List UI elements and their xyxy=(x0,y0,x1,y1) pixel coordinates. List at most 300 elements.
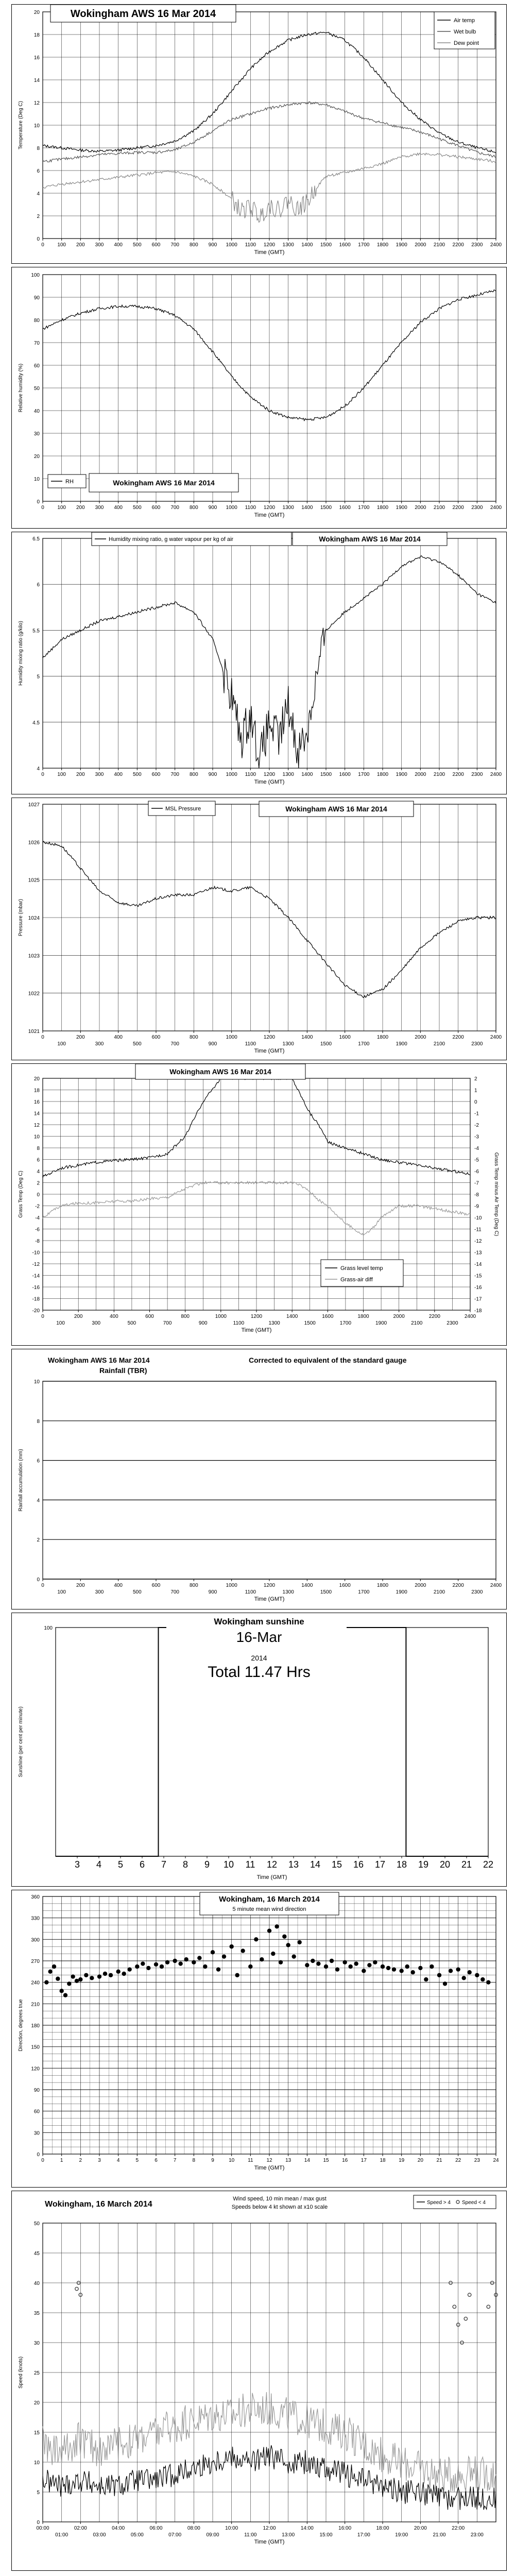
x-tick-label-minor: 19:00 xyxy=(395,2532,408,2538)
y-ticks xyxy=(44,1625,53,1631)
x-axis-label: Time (GMT) xyxy=(254,779,285,785)
x-tick-label-minor: 13:00 xyxy=(282,2532,295,2538)
wind-direction-point xyxy=(271,1952,275,1956)
y-ticks xyxy=(34,1379,40,1583)
y-tick-label: -18 xyxy=(32,1296,40,1302)
x-tick-label-minor: 1300 xyxy=(282,1589,294,1595)
grid xyxy=(43,12,496,239)
legend-item: Grass-air diff xyxy=(340,1277,373,1283)
wind-direction-point xyxy=(475,1973,479,1977)
low-speed-point xyxy=(75,2287,78,2290)
wind-direction-point xyxy=(59,1989,63,1993)
x-tick-label-minor: 03:00 xyxy=(93,2532,106,2538)
x-tick-label-minor: 900 xyxy=(208,1041,217,1047)
x-tick-label-minor: 2100 xyxy=(433,1041,445,1047)
x-axis-label: Time (GMT) xyxy=(254,512,285,518)
legend-item: RH xyxy=(65,479,74,485)
x-tick-label: 200 xyxy=(76,772,85,777)
y-tick-label: 6 xyxy=(37,1458,40,1464)
x-tick-label: 1800 xyxy=(376,772,389,777)
x-tick-label: 1600 xyxy=(339,1583,351,1588)
y-tick-label: 16 xyxy=(33,55,40,61)
x-tick-label: 6 xyxy=(154,2158,158,2163)
wind-direction-point xyxy=(291,1954,296,1958)
x-tick-label-minor: 1700 xyxy=(339,1320,352,1326)
legend xyxy=(48,474,86,488)
low-speed-point xyxy=(464,2317,467,2320)
wind-direction-point xyxy=(342,1960,347,1964)
x-tick-label: 8 xyxy=(192,2158,196,2163)
wind-direction-point xyxy=(335,1967,339,1971)
x-tick-label: 2400 xyxy=(490,242,502,248)
y2-tick-label: -5 xyxy=(474,1157,479,1163)
wind-direction-point xyxy=(63,1993,67,1997)
wind-direction-point xyxy=(216,1967,220,1971)
x-tick-label-minor: 01:00 xyxy=(55,2532,68,2538)
x-tick-label: 1000 xyxy=(226,505,237,511)
y-tick-label: 0 xyxy=(37,499,40,505)
x-tick-label-minor: 1900 xyxy=(396,1589,407,1595)
x-ticks xyxy=(41,501,502,511)
y2-tick-label: 0 xyxy=(474,1099,477,1105)
x-tick-label: 1800 xyxy=(376,1035,389,1040)
chart-title-box xyxy=(50,5,236,22)
x-tick-label: 18 xyxy=(380,2158,386,2163)
wind-direction-point xyxy=(311,1959,315,1963)
wind-direction-point xyxy=(381,1964,385,1969)
y2-tick-label: -6 xyxy=(474,1169,479,1175)
chart-title-box xyxy=(135,1064,305,1079)
y-tick-label: 30 xyxy=(33,2130,40,2137)
x-tick-label: 14 xyxy=(304,2158,310,2163)
y-axis-label: Sunshine (per cent per minute) xyxy=(18,1706,24,1777)
legend-item: Dew point xyxy=(454,40,479,46)
x-tick-label: 200 xyxy=(76,242,85,248)
y-tick-label: 18 xyxy=(33,1088,40,1094)
x-tick-label: 6 xyxy=(139,1859,145,1870)
x-tick-label-minor: 2300 xyxy=(471,1041,483,1047)
x-tick-label: 15 xyxy=(323,2158,329,2163)
x-tick-label: 1700 xyxy=(358,772,370,777)
x-tick-label: 21 xyxy=(436,2158,442,2163)
wind-direction-point xyxy=(241,1948,245,1953)
y-tick-label: 12 xyxy=(33,100,40,106)
chart-wind-direction xyxy=(11,1890,507,2188)
low-speed-point xyxy=(487,2305,490,2308)
x-tick-label: 600 xyxy=(151,505,161,511)
y-ticks xyxy=(34,2221,40,2526)
y2-tick-label: -16 xyxy=(474,1285,482,1291)
wind-direction-point xyxy=(480,1977,485,1981)
y-axis-label: Temperature (Deg C) xyxy=(18,101,24,149)
x-tick-label-minor: 500 xyxy=(132,1589,142,1595)
chart-pressure xyxy=(11,798,507,1060)
legend-item: Grass level temp xyxy=(340,1265,383,1272)
title-block xyxy=(166,1613,347,1681)
x-tick-label: 1500 xyxy=(320,505,332,511)
x-axis-label: Time (GMT) xyxy=(256,1874,287,1880)
x-tick-label: 400 xyxy=(114,772,123,777)
x-tick-label: 11 xyxy=(245,1859,255,1870)
x-tick-label: 2 xyxy=(79,2158,82,2163)
x-ticks xyxy=(41,1310,476,1326)
x-tick-label: 2200 xyxy=(452,242,464,248)
x-tick-label: 1200 xyxy=(263,1035,276,1040)
chart-relative-humidity xyxy=(11,267,507,529)
x-tick-label: 04:00 xyxy=(112,2526,125,2531)
x-tick-label-minor: 15:00 xyxy=(319,2532,333,2538)
chart-sunshine-svg xyxy=(12,1613,506,1886)
x-tick-label: 2100 xyxy=(433,242,445,248)
x-tick-label: 1500 xyxy=(320,242,332,248)
y2-tick-label: -14 xyxy=(474,1262,482,1267)
legend-item: Wet bulb xyxy=(454,29,476,35)
x-tick-label: 1600 xyxy=(339,1035,351,1040)
y2-tick-label: -9 xyxy=(474,1204,479,1210)
wind-direction-point xyxy=(178,1961,182,1965)
x-tick-label: 0 xyxy=(41,1035,44,1040)
y-tick-label: 14 xyxy=(33,1111,40,1117)
chart-title-box xyxy=(259,801,414,817)
wind-direction-point xyxy=(362,1969,366,1973)
y2-tick-label: -8 xyxy=(474,1192,479,1198)
wind-direction-point xyxy=(122,1972,126,1976)
wind-direction-point xyxy=(78,1977,82,1981)
x-tick-label: 2200 xyxy=(452,1583,464,1588)
y-tick-label: 10 xyxy=(33,1379,40,1385)
chart-note: Corrected to equivalent of the standard gauge xyxy=(249,1356,407,1364)
chart-rainfall-svg xyxy=(12,1349,506,1609)
wind-direction-point xyxy=(467,1970,471,1974)
x-tick-label-minor: 300 xyxy=(95,1589,104,1595)
x-axis-label: Time (GMT) xyxy=(241,1327,272,1333)
chart-mixing-ratio-svg xyxy=(12,532,506,794)
x-ticks xyxy=(75,1856,493,1870)
y-axis-label: Relative humidity (%) xyxy=(18,363,24,413)
y2-tick-label: -10 xyxy=(474,1215,482,1221)
x-tick-label: 1400 xyxy=(301,772,313,777)
x-tick-label-minor: 2300 xyxy=(447,1320,458,1326)
y-ticks xyxy=(31,273,40,505)
x-tick-label: 800 xyxy=(189,1035,198,1040)
y-tick-label: 1024 xyxy=(28,916,40,921)
wind-direction-point xyxy=(392,1967,396,1971)
x-tick-label: 2100 xyxy=(433,772,445,777)
x-tick-label-minor: 1700 xyxy=(358,1041,370,1047)
x-tick-label: 600 xyxy=(145,1314,154,1319)
y-tick-label: 1026 xyxy=(28,840,40,846)
y-tick-label: 6 xyxy=(37,1157,40,1163)
x-tick-label: 100 xyxy=(57,505,66,511)
wind-direction-point xyxy=(52,1964,56,1969)
x-tick-label: 13 xyxy=(288,1859,299,1870)
x-tick-label: 14 xyxy=(310,1859,321,1870)
x-tick-label: 9 xyxy=(211,2158,214,2163)
y2-tick-label: -3 xyxy=(474,1134,479,1140)
y-tick-label: 20 xyxy=(33,2400,40,2406)
x-tick-label-minor: 1300 xyxy=(282,1041,294,1047)
x-tick-label: 06:00 xyxy=(149,2526,163,2531)
chart-note: Speeds below 4 kt shown at x10 scale xyxy=(231,2204,328,2210)
wind-direction-point xyxy=(449,1969,453,1973)
x-tick-label: 20 xyxy=(439,1859,451,1870)
wind-direction-point xyxy=(154,1962,158,1967)
y2-tick-label: -15 xyxy=(474,1273,482,1279)
x-tick-label: 1400 xyxy=(301,1035,313,1040)
x-tick-label: 1100 xyxy=(245,505,256,511)
x-tick-label: 1300 xyxy=(282,242,294,248)
chart-title: Wokingham sunshine xyxy=(214,1617,304,1626)
chart-wind-direction-svg xyxy=(12,1890,506,2187)
x-tick-label-minor: 1100 xyxy=(233,1320,245,1326)
y-tick-label: 10 xyxy=(33,477,40,482)
y-tick-label: 6.5 xyxy=(32,536,40,542)
y-tick-label: 4 xyxy=(37,766,40,772)
series-line xyxy=(56,1628,488,1856)
y-tick-label: 20 xyxy=(33,454,40,460)
wind-direction-point xyxy=(254,1937,258,1941)
wind-direction-point xyxy=(44,1980,48,1984)
y2-tick-label: -1 xyxy=(474,1111,479,1117)
x-tick-label-minor: 2100 xyxy=(411,1320,423,1326)
legend xyxy=(148,801,215,816)
chart-title: Wokingham AWS 16 Mar 2014 xyxy=(169,1067,271,1076)
x-tick-label: 800 xyxy=(189,505,198,511)
y-ticks xyxy=(34,10,40,242)
y2-tick-label: -18 xyxy=(474,1308,482,1314)
x-tick-label: 4 xyxy=(116,2158,120,2163)
x-tick-label-minor: 1100 xyxy=(245,1041,256,1047)
chart-temperature-svg xyxy=(12,5,506,263)
x-tick-label: 100 xyxy=(57,242,66,248)
wind-direction-point xyxy=(71,1974,75,1978)
chart-subtitle: Rainfall (TBR) xyxy=(99,1366,147,1375)
x-tick-label: 400 xyxy=(114,1583,123,1588)
x-tick-label: 20:00 xyxy=(414,2526,427,2531)
x-tick-label: 21 xyxy=(461,1859,472,1870)
wind-direction-point xyxy=(424,1977,428,1981)
x-axis-label: Time (GMT) xyxy=(254,1048,285,1054)
x-tick-label: 1700 xyxy=(358,505,370,511)
wind-direction-point xyxy=(305,1963,309,1967)
y-tick-label: 0 xyxy=(37,236,40,242)
x-tick-label: 1200 xyxy=(263,772,276,777)
y-tick-label: 50 xyxy=(33,2221,40,2227)
x-tick-label-minor: 07:00 xyxy=(168,2532,182,2538)
chart-subtitle: 16-Mar xyxy=(236,1629,282,1645)
y-tick-label: 4.5 xyxy=(32,720,40,726)
y-tick-label: 10 xyxy=(33,2460,40,2466)
y-ticks xyxy=(32,536,40,772)
y-tick-label: 150 xyxy=(31,2044,40,2050)
y-tick-label: 5.5 xyxy=(32,628,40,634)
wind-direction-point xyxy=(486,1980,490,1984)
y-tick-label: -6 xyxy=(35,1227,40,1233)
x-tick-label-minor: 100 xyxy=(57,1041,66,1047)
y-tick-label: 6 xyxy=(37,168,40,174)
x-tick-label: 2100 xyxy=(433,505,445,511)
chart-temperature xyxy=(11,4,507,264)
x-axis-label: Time (GMT) xyxy=(254,2165,285,2171)
wind-direction-point xyxy=(67,1981,71,1986)
x-tick-label: 200 xyxy=(74,1314,83,1319)
x-tick-label: 800 xyxy=(189,772,198,777)
y-axis-label: Direction, degrees true xyxy=(18,1999,24,2052)
wind-direction-point xyxy=(192,1960,196,1964)
wind-direction-point xyxy=(373,1960,377,1964)
x-tick-label: 600 xyxy=(151,1583,161,1588)
wind-direction-point xyxy=(324,1964,328,1969)
y-ticks xyxy=(28,802,40,1035)
x-tick-label: 2400 xyxy=(490,772,502,777)
x-tick-label: 300 xyxy=(95,772,104,777)
y-tick-label: 90 xyxy=(33,295,40,301)
x-tick-label: 19 xyxy=(418,1859,429,1870)
y-tick-label: 240 xyxy=(31,1980,40,1986)
grid xyxy=(43,804,496,1031)
x-tick-label: 23 xyxy=(474,2158,480,2163)
chart-subtitle: 5 minute mean wind direction xyxy=(232,1906,306,1912)
y-tick-label: 4 xyxy=(37,1169,40,1175)
x-tick-label: 1500 xyxy=(320,772,332,777)
y-tick-label: 40 xyxy=(33,2281,40,2286)
wind-direction-point xyxy=(286,1943,290,1947)
y2-tick-label: -7 xyxy=(474,1180,479,1187)
x-tick-label: 1400 xyxy=(301,505,313,511)
y-tick-label: 5 xyxy=(37,2490,40,2496)
x-tick-label: 1600 xyxy=(339,772,351,777)
x-tick-label: 900 xyxy=(208,505,217,511)
x-tick-label: 1800 xyxy=(357,1314,369,1319)
wind-direction-point xyxy=(330,1959,334,1963)
y-tick-label: 30 xyxy=(33,431,40,437)
x-tick-label: 1900 xyxy=(396,772,407,777)
wind-direction-point xyxy=(184,1957,188,1961)
x-tick-label: 7 xyxy=(161,1859,167,1870)
y-tick-label: 2 xyxy=(37,214,40,219)
chart-grass-temperature xyxy=(11,1063,507,1346)
y-tick-label: 70 xyxy=(33,341,40,346)
chart-title-box xyxy=(89,473,238,492)
x-tick-label: 17 xyxy=(360,2158,367,2163)
x-tick-label: 0 xyxy=(41,1583,44,1588)
x-tick-label: 16 xyxy=(353,1859,364,1870)
x-tick-label-minor: 700 xyxy=(163,1320,172,1326)
x-tick-label: 1200 xyxy=(263,242,276,248)
y-tick-label: 10 xyxy=(33,1134,40,1140)
x-tick-label: 1300 xyxy=(282,772,294,777)
x-tick-label-minor: 21:00 xyxy=(433,2532,446,2538)
wind-direction-point xyxy=(146,1966,150,1970)
x-tick-label: 400 xyxy=(109,1314,118,1319)
chart-title: Wokingham, 16 March 2014 xyxy=(219,1895,320,1904)
x-tick-label: 14:00 xyxy=(300,2526,314,2531)
x-ticks xyxy=(41,1579,502,1595)
y-tick-label: 120 xyxy=(31,2066,40,2072)
y-tick-label: 40 xyxy=(33,409,40,414)
y-ticks xyxy=(31,1894,40,2158)
x-tick-label-minor: 1500 xyxy=(320,1589,332,1595)
x-tick-label: 1200 xyxy=(263,1583,276,1588)
wind-direction-point xyxy=(116,1970,120,1974)
x-tick-label: 2200 xyxy=(452,1035,464,1040)
x-tick-label: 1300 xyxy=(282,505,294,511)
y-tick-label: 25 xyxy=(33,2370,40,2376)
x-tick-label-minor: 1900 xyxy=(396,1041,407,1047)
y2-tick-label: -13 xyxy=(474,1250,482,1256)
x-tick-label: 15 xyxy=(331,1859,342,1870)
x-tick-label: 08:00 xyxy=(187,2526,200,2531)
x-tick-label: 1800 xyxy=(376,1583,389,1588)
x-tick-label: 2400 xyxy=(490,1583,502,1588)
wind-direction-point xyxy=(211,1950,215,1954)
x-tick-label-minor: 1500 xyxy=(304,1320,316,1326)
x-tick-label: 1400 xyxy=(286,1314,298,1319)
x-tick-label-minor: 2300 xyxy=(471,1589,483,1595)
series-group xyxy=(56,1628,488,1856)
wind-direction-point xyxy=(267,1928,271,1933)
wind-direction-point xyxy=(84,1973,88,1977)
y-tick-label: 15 xyxy=(33,2430,40,2436)
x-tick-label-minor: 09:00 xyxy=(206,2532,219,2538)
y-tick-label: -4 xyxy=(35,1215,40,1221)
y-tick-label: 90 xyxy=(33,2088,40,2093)
x-tick-label-minor: 700 xyxy=(170,1589,180,1595)
x-tick-label: 19 xyxy=(399,2158,405,2163)
x-tick-label-minor: 23:00 xyxy=(470,2532,484,2538)
x-tick-label: 2000 xyxy=(415,505,426,511)
y-tick-label: 5 xyxy=(37,674,40,680)
wind-direction-point xyxy=(135,1964,139,1969)
y-axis-label: Pressure (mbar) xyxy=(18,899,24,937)
x-tick-label: 5 xyxy=(117,1859,124,1870)
x-tick-label: 500 xyxy=(132,772,142,777)
x-tick-label: 700 xyxy=(170,505,180,511)
plot-frame xyxy=(43,1381,496,1579)
x-ticks xyxy=(41,2154,499,2163)
x-tick-label: 3 xyxy=(98,2158,101,2163)
y-tick-label: 0 xyxy=(37,1192,40,1198)
x-tick-label: 22 xyxy=(483,1859,494,1870)
x-tick-label: 1600 xyxy=(322,1314,334,1319)
y-tick-label: -16 xyxy=(32,1285,40,1291)
legend xyxy=(92,532,291,546)
chart-relative-humidity-svg xyxy=(12,267,506,528)
x-tick-label: 1900 xyxy=(396,505,407,511)
x-tick-label: 5 xyxy=(135,2158,139,2163)
wind-direction-point xyxy=(316,1961,320,1965)
y-tick-label: 80 xyxy=(33,318,40,324)
x-tick-label-minor: 1500 xyxy=(320,1041,332,1047)
x-tick-label: 2000 xyxy=(393,1314,405,1319)
x-tick-label: 600 xyxy=(151,772,161,777)
x-tick-label: 1400 xyxy=(301,1583,313,1588)
x-tick-label-minor: 100 xyxy=(56,1320,65,1326)
chart-rainfall xyxy=(11,1349,507,1609)
y2-tick-label: -17 xyxy=(474,1296,482,1302)
y-tick-label: 1022 xyxy=(28,991,40,997)
x-tick-label: 700 xyxy=(170,242,180,248)
x-tick-label: 11 xyxy=(248,2158,253,2163)
x-tick-label-minor: 11:00 xyxy=(244,2532,257,2538)
wind-direction-point xyxy=(248,1964,252,1969)
x-tick-label: 8 xyxy=(182,1859,188,1870)
x-tick-label: 1200 xyxy=(263,505,276,511)
x-tick-label: 02:00 xyxy=(74,2526,87,2531)
y-tick-label: 50 xyxy=(33,386,40,392)
y-ticks xyxy=(32,1076,482,1314)
x-ticks xyxy=(41,1031,502,1047)
